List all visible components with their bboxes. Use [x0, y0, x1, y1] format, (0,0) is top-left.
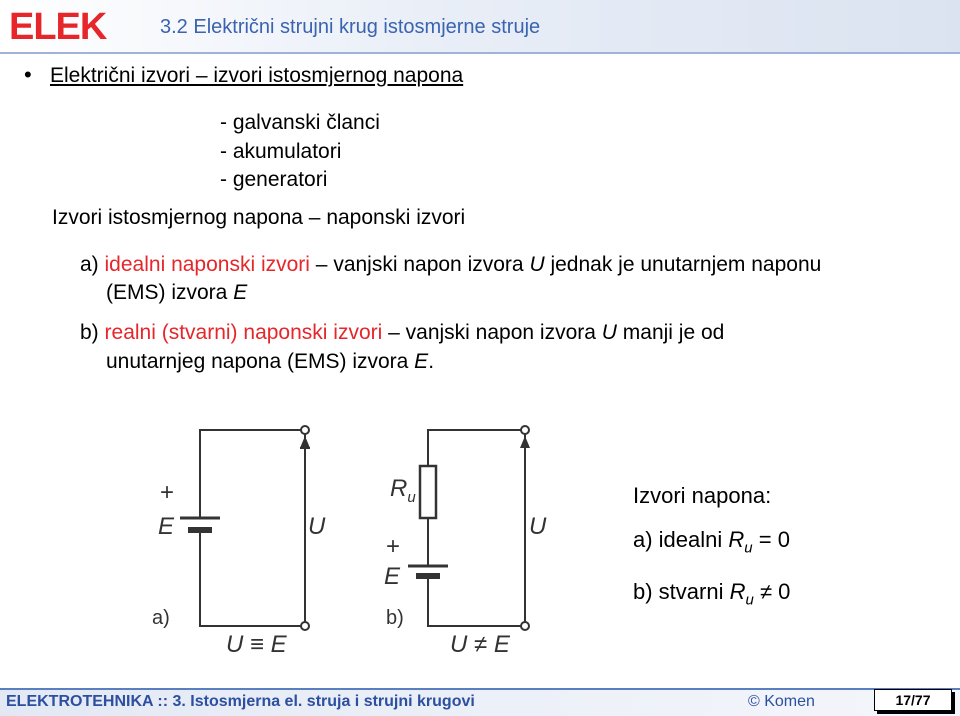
page-number: 17/77	[874, 689, 952, 711]
arrow-head	[300, 436, 310, 448]
relation-label: U ≠ E	[450, 631, 510, 658]
circuit-label: b)	[386, 607, 404, 629]
item-a-line1	[80, 253, 821, 277]
item-a-var: U	[529, 253, 545, 276]
copyright-label: © Komen	[748, 693, 815, 710]
terminal-dot	[301, 622, 309, 630]
emf-label: E	[158, 513, 175, 540]
slide-title: 3.2 Električni strujni krug istosmjerne struje	[160, 16, 541, 38]
slide-header	[0, 0, 960, 52]
terminal-dot	[521, 622, 529, 630]
item-a-line2	[106, 281, 247, 305]
bullet-icon: •	[24, 62, 32, 87]
item-b-text2: manji je od	[616, 321, 725, 344]
item-a-line2-var: E	[233, 281, 248, 304]
legend-box	[633, 474, 790, 623]
resistor	[420, 466, 436, 518]
legend-title: Izvori napona:	[633, 483, 772, 508]
bullet-text: Električni izvori – izvori istosmjernog napona	[50, 64, 464, 87]
voltage-label: U	[529, 513, 547, 540]
item-b-line2-var: E	[414, 350, 429, 373]
arrow-head	[520, 436, 530, 448]
item-b-line2-end: .	[428, 350, 435, 373]
slide-footer	[0, 686, 960, 716]
wire	[200, 430, 305, 518]
list-item: - akumulatori	[220, 139, 342, 163]
plus-sign: +	[386, 533, 401, 560]
item-b-prefix: b)	[80, 321, 105, 344]
resistor-label: $R_u$	[390, 475, 416, 506]
header-divider	[0, 52, 960, 54]
circuit-label: a)	[152, 607, 170, 629]
item-a-text2: jednak je unutarnjem naponu	[544, 253, 822, 276]
course-label: ELEKTROTEHNIKA :: 3. Istosmjerna el. struja i strujni krugovi	[6, 693, 475, 710]
legend-item-b: b) stvarni $R_u \ne 0$	[633, 579, 791, 609]
legend-item-a: a) idealni $R_u = 0$	[633, 527, 790, 557]
item-b-line1	[80, 321, 724, 345]
circuit-diagram	[140, 418, 560, 663]
emf-label: E	[384, 563, 401, 590]
item-b-var: U	[601, 321, 617, 344]
item-b-line2	[106, 350, 434, 374]
wire	[200, 530, 305, 626]
voltage-label: U	[308, 513, 326, 540]
item-a-line2-text: (EMS) izvora	[106, 281, 234, 304]
source-types-list	[220, 109, 380, 195]
wire	[428, 430, 525, 466]
item-a-term: idealni naponski izvori	[104, 253, 310, 276]
item-b-text: – vanjski napon izvora	[382, 321, 602, 344]
logo: ELEK	[9, 6, 107, 48]
terminal-dot	[301, 426, 309, 434]
item-a-prefix: a)	[80, 253, 105, 276]
list-item: - galvanski članci	[220, 111, 380, 134]
relation-label: U ≡ E	[226, 631, 287, 658]
item-a-text: – vanjski napon izvora	[309, 253, 530, 276]
wire	[428, 576, 525, 626]
terminal-dot	[521, 426, 529, 434]
section-heading: Izvori istosmjernog napona – naponski izvori	[52, 206, 466, 229]
item-b-line2-text: unutarnjeg napona (EMS) izvora	[106, 350, 415, 373]
item-b-term: realni (stvarni) naponski izvori	[104, 321, 383, 344]
list-item: - generatori	[220, 168, 328, 191]
plus-sign: +	[160, 479, 175, 506]
